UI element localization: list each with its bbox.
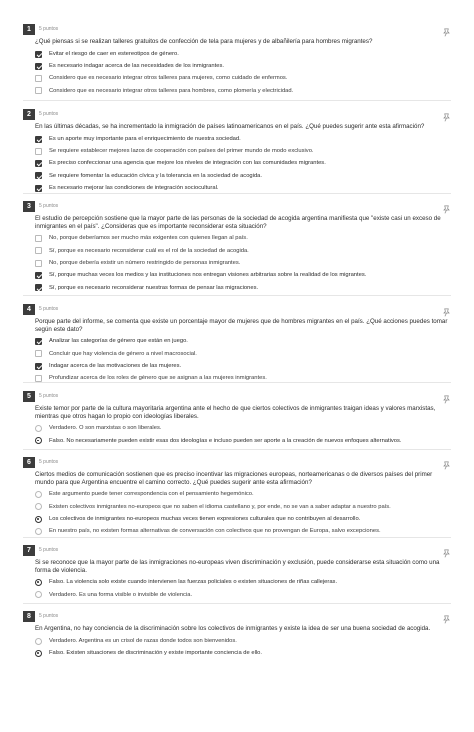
question-card <box>23 24 451 98</box>
option-label: Falso. Existen situaciones de discriminación y existe importante conciencia de ello. <box>49 650 262 657</box>
question-number-badge: 6 <box>23 457 35 468</box>
option-label: Se requiere establecer mejores lazos de cooperación con países del primer mundo de modo exclusivo. <box>49 148 314 155</box>
checkbox-empty-icon[interactable] <box>35 260 42 267</box>
question-text: Porque parte del informe, se comenta que existe un porcentaje mayor de mujeres que de hombres migrantes en el país. ¿Qué acciones puedes tomar según este dato? <box>35 318 448 333</box>
question-header <box>23 457 451 469</box>
radio-selected-icon[interactable] <box>35 650 42 657</box>
checkbox-empty-icon[interactable] <box>35 87 42 94</box>
radio-option[interactable] <box>35 589 451 601</box>
pin-icon[interactable] <box>442 201 451 210</box>
radio-empty-icon[interactable] <box>35 638 42 645</box>
radio-empty-icon[interactable] <box>35 425 42 432</box>
checkbox-checked-icon[interactable] <box>35 272 42 279</box>
question-card <box>23 457 451 538</box>
radio-option[interactable] <box>35 435 451 447</box>
question-text: El estudio de percepción sostiene que la mayor parte de las personas de la sociedad de acogida argentina manifiesta que "existe casi un exceso de inmigrantes en el país". ¿Consideras que es importante reconsiderar esta situación? <box>35 215 441 230</box>
radio-option[interactable] <box>35 501 451 513</box>
question-card <box>23 201 451 295</box>
question-header <box>23 545 451 557</box>
checkbox-option[interactable] <box>35 158 451 170</box>
option-label: Verdadero. O son marxistas o son liberales. <box>49 425 162 432</box>
pin-icon[interactable] <box>442 109 451 118</box>
checkbox-option[interactable] <box>35 373 451 385</box>
radio-selected-icon[interactable] <box>35 579 42 586</box>
radio-option[interactable] <box>35 423 451 435</box>
checkbox-option[interactable] <box>35 233 451 245</box>
checkbox-option[interactable] <box>35 361 451 373</box>
checkbox-empty-icon[interactable] <box>35 350 42 357</box>
option-label: Falso. La violencia solo existe cuando intervienen las fuerzas policiales o existen situaciones de riñas callejeras. <box>49 579 338 586</box>
pin-icon[interactable] <box>442 391 451 400</box>
option-label: Verdadero. Es una forma visible o invisible de violencia. <box>49 591 193 598</box>
option-label: Concluir que hay violencia de género a nivel macrosocial. <box>49 350 197 357</box>
checkbox-option[interactable] <box>35 170 451 182</box>
checkbox-option[interactable] <box>35 134 451 146</box>
option-label: Evitar el riesgo de caer en estereotipos de género. <box>49 50 179 57</box>
question-header <box>23 109 451 121</box>
radio-empty-icon[interactable] <box>35 491 42 498</box>
question-number-badge: 8 <box>23 611 35 622</box>
checkbox-option[interactable] <box>35 245 451 257</box>
checkbox-option[interactable] <box>35 348 451 360</box>
question-header <box>23 201 451 213</box>
option-label: Es preciso confeccionar una agencia que mejore los niveles de integración con las comunidades migrantes. <box>49 160 326 167</box>
checkbox-checked-icon[interactable] <box>35 136 42 143</box>
question-number-badge: 1 <box>23 24 35 35</box>
option-label: Se requiere fomentar la educación cívica y la tolerancia en la sociedad de acogida. <box>49 172 263 179</box>
radio-option[interactable] <box>35 514 451 526</box>
option-label: Sí, porque muchas veces los medios y las instituciones nos entregan visiones arbitrarias sobre la realidad de los migrantes. <box>49 272 367 279</box>
question-text: Existe temor por parte de la cultura mayoritaria argentina ante el hecho de que ciertos colectivos de inmigrantes traigan ideas y valores marxistas, mientras que otros hagan lo propio con ideologías liberales. <box>35 405 436 420</box>
question-points: 5 puntos <box>39 393 59 399</box>
pin-icon[interactable] <box>442 457 451 466</box>
question-points: 5 puntos <box>39 547 59 553</box>
checkbox-option[interactable] <box>35 336 451 348</box>
question-divider <box>23 295 451 296</box>
question-divider <box>23 603 451 604</box>
radio-empty-icon[interactable] <box>35 591 42 598</box>
checkbox-checked-icon[interactable] <box>35 185 42 192</box>
pin-icon[interactable] <box>442 24 451 33</box>
checkbox-checked-icon[interactable] <box>35 63 42 70</box>
question-card <box>23 611 451 660</box>
question-number-badge: 3 <box>23 201 35 212</box>
checkbox-checked-icon[interactable] <box>35 338 42 345</box>
question-text: Ciertos medios de comunicación sostienen que es preciso incentivar las migraciones europeas, norteamericanas o de diversos países del primer mundo para que Argentina encuentre el camino correcto. ¿Qué puedes sugerir ante esta afirmación? <box>35 471 433 486</box>
question-divider <box>23 449 451 450</box>
checkbox-option[interactable] <box>35 49 451 61</box>
option-label: Falso. No necesariamente pueden existir esas dos ideologías e incluso pueden ser aporte a la creación de nuevos enfoques alternativos. <box>49 437 402 444</box>
question-number-badge: 4 <box>23 304 35 315</box>
question-card <box>23 109 451 195</box>
pin-icon[interactable] <box>442 545 451 554</box>
question-number-badge: 2 <box>23 109 35 120</box>
option-label: Considero que es necesario integrar otros talleres para mujeres, como cuidado de enfermos. <box>49 75 288 82</box>
radio-option[interactable] <box>35 577 451 589</box>
checkbox-checked-icon[interactable] <box>35 363 42 370</box>
option-label: Sí, porque es necesario reconsiderar nuestras formas de pensar las migraciones. <box>49 284 259 291</box>
question-header <box>23 24 451 36</box>
radio-option[interactable] <box>35 636 451 648</box>
radio-empty-icon[interactable] <box>35 503 42 510</box>
question-points: 5 puntos <box>39 613 59 619</box>
option-label: Es necesario indagar acerca de las necesidades de los inmigrantes. <box>49 63 224 70</box>
option-label: En nuestro país, no existen formas alternativas de conversación con colectivos que no provengan de Europa, salvo excepciones. <box>49 528 381 535</box>
checkbox-option[interactable] <box>35 73 451 85</box>
checkbox-option[interactable] <box>35 85 451 97</box>
checkbox-empty-icon[interactable] <box>35 247 42 254</box>
checkbox-empty-icon[interactable] <box>35 235 42 242</box>
question-points: 5 puntos <box>39 459 59 465</box>
question-header <box>23 304 451 316</box>
option-label: No, porque debería existir un número restringido de personas inmigrantes. <box>49 259 241 266</box>
pin-icon[interactable] <box>442 611 451 620</box>
checkbox-checked-icon[interactable] <box>35 284 42 291</box>
checkbox-checked-icon[interactable] <box>35 51 42 58</box>
checkbox-empty-icon[interactable] <box>35 375 42 382</box>
question-card <box>23 304 451 385</box>
radio-selected-icon[interactable] <box>35 437 42 444</box>
checkbox-empty-icon[interactable] <box>35 148 42 155</box>
question-number-badge: 5 <box>23 391 35 402</box>
question-text: En Argentina, no hay conciencia de la discriminación sobre los colectivos de inmigrantes y existe la idea de ser una buena sociedad de acogida. <box>35 625 431 632</box>
question-card <box>23 545 451 602</box>
checkbox-option[interactable] <box>35 183 451 195</box>
checkbox-option[interactable] <box>35 61 451 73</box>
radio-empty-icon[interactable] <box>35 528 42 535</box>
option-label: Verdadero. Argentina es un crisol de razas donde todos son bienvenidos. <box>49 637 237 644</box>
option-label: Existen colectivos inmigrantes no-europeos que no saben el idioma castellano y, por ende, no se van a saber adaptar a nuestro país. <box>49 503 391 510</box>
checkbox-option[interactable] <box>35 146 451 158</box>
checkbox-option[interactable] <box>35 270 451 282</box>
option-label: Profundizar acerca de los roles de género que se asignan a las mujeres inmigrantes. <box>49 375 267 382</box>
option-label: Es un aporte muy importante para el enriquecimiento de nuestra sociedad. <box>49 135 241 142</box>
checkbox-option[interactable] <box>35 282 451 294</box>
question-text: ¿Qué piensas si se realizan talleres gratuitos de confección de tela para mujeres y de albañilería para hombres migrantes? <box>35 38 373 45</box>
option-label: Este argumento puede tener correspondencia con el pensamiento hegemónico. <box>49 491 254 498</box>
question-divider <box>23 100 451 101</box>
option-label: Es necesario mejorar las condiciones de integración sociocultural. <box>49 184 219 191</box>
question-points: 5 puntos <box>39 26 59 32</box>
option-label: No, porque deberíamos ser mucho más exigentes con quienes llegan al país. <box>49 235 248 242</box>
option-label: Los colectivos de inmigrantes no-europeos muchas veces tienen expresiones culturales que no contribuyen al desarrollo. <box>49 515 361 522</box>
question-text: Si se reconoce que la mayor parte de las inmigraciones no-europeas viven discriminación y exclusión, puede considerarse esta situación como una forma de violencia. <box>35 559 440 574</box>
checkbox-empty-icon[interactable] <box>35 75 42 82</box>
question-card <box>23 391 451 448</box>
checkbox-checked-icon[interactable] <box>35 172 42 179</box>
question-header <box>23 391 451 403</box>
option-label: Analizar las categorías de género que están en juego. <box>49 338 188 345</box>
radio-option[interactable] <box>35 526 451 538</box>
question-points: 5 puntos <box>39 306 59 312</box>
radio-option[interactable] <box>35 648 451 660</box>
question-points: 5 puntos <box>39 111 59 117</box>
option-label: Indagar acerca de las motivaciones de las mujeres. <box>49 362 182 369</box>
question-text: En las últimas décadas, se ha incrementado la inmigración de países latinoamericanos en el país. ¿Qué puedes sugerir ante esta afirmación? <box>35 123 425 130</box>
checkbox-checked-icon[interactable] <box>35 160 42 167</box>
option-label: Sí, porque es necesario reconsiderar cuál es el rol de la sociedad de acogida. <box>49 247 249 254</box>
pin-icon[interactable] <box>442 304 451 313</box>
question-number-badge: 7 <box>23 545 35 556</box>
radio-selected-icon[interactable] <box>35 516 42 523</box>
question-header <box>23 611 451 623</box>
question-points: 5 puntos <box>39 203 59 209</box>
radio-option[interactable] <box>35 489 451 501</box>
option-label: Considero que es necesario integrar otros talleres para hombres, como plomería y electricidad. <box>49 87 294 94</box>
checkbox-option[interactable] <box>35 258 451 270</box>
